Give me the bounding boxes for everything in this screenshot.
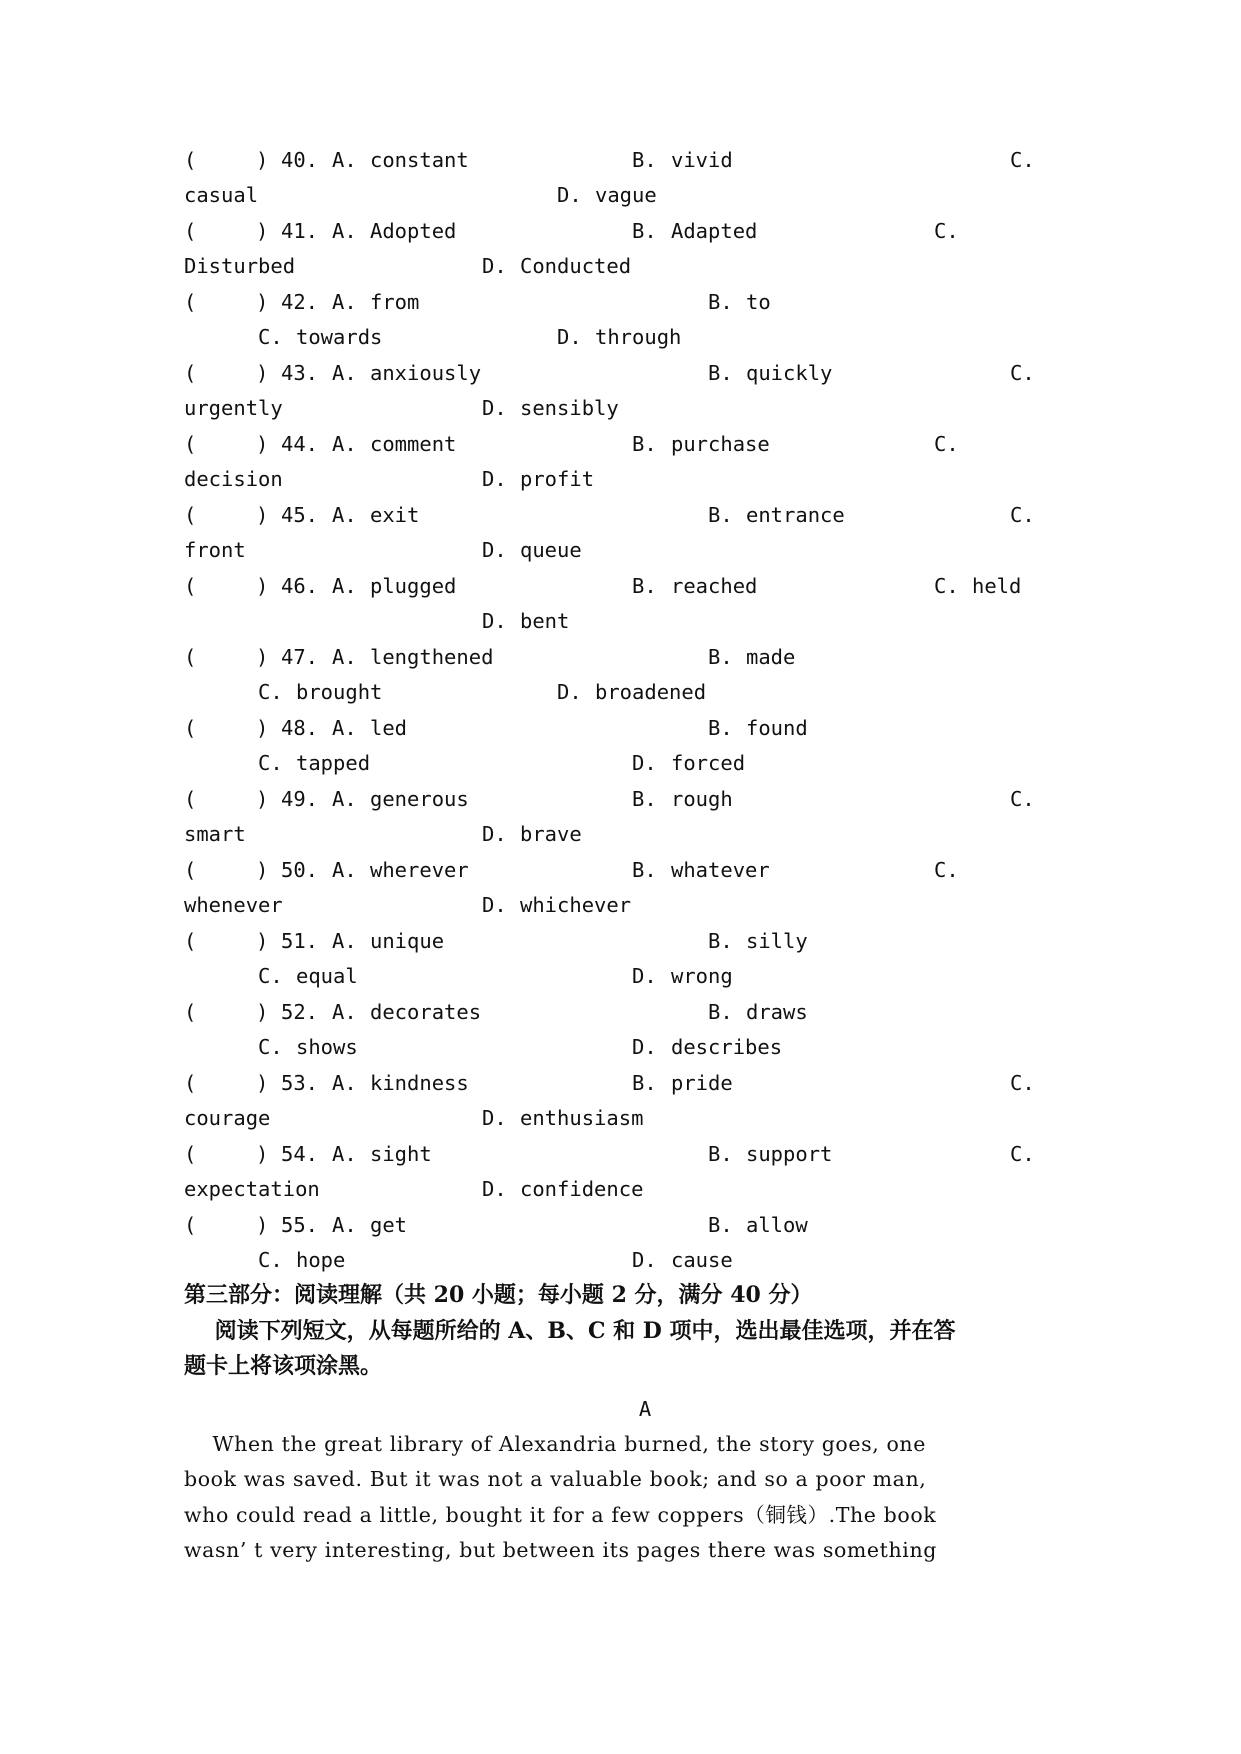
answer-blank-close: ) bbox=[256, 1000, 269, 1024]
option-d-text: confidence bbox=[520, 1177, 644, 1201]
option-d-text: Conducted bbox=[520, 254, 632, 278]
option-a-letter: A. bbox=[332, 219, 357, 243]
answer-blank-close: ) bbox=[256, 1071, 269, 1095]
answer-blank-close: ) bbox=[256, 929, 269, 953]
option-d-letter: D. bbox=[482, 538, 507, 562]
option-b-letter: B. bbox=[708, 645, 733, 669]
option-a-text: generous bbox=[370, 787, 469, 811]
answer-blank-close: ) bbox=[256, 219, 269, 243]
option-b-letter: B. bbox=[632, 787, 657, 811]
option-b-letter: B. bbox=[708, 929, 733, 953]
answer-blank-close: ) bbox=[256, 1142, 269, 1166]
option-d-letter: D. bbox=[482, 1177, 507, 1201]
option-b-text: to bbox=[746, 290, 771, 314]
answer-blank-close: ) bbox=[256, 716, 269, 740]
answer-blank-close: ) bbox=[256, 1213, 269, 1237]
option-d-text: whichever bbox=[520, 893, 632, 917]
option-b-letter: B. bbox=[632, 1071, 657, 1095]
passage-line-3: who could read a little, bought it for a few coppers（铜钱）.The book bbox=[184, 1503, 937, 1527]
option-c-text: shows bbox=[296, 1035, 358, 1059]
option-b-text: Adapted bbox=[671, 219, 758, 243]
option-b-letter: B. bbox=[708, 1000, 733, 1024]
answer-blank-close: ) bbox=[256, 432, 269, 456]
answer-blank-open: ( bbox=[184, 503, 197, 527]
option-d-letter: D. bbox=[482, 893, 507, 917]
option-d-letter: D. bbox=[632, 964, 657, 988]
option-d-letter: D. bbox=[632, 1248, 657, 1272]
option-d-text: bent bbox=[520, 609, 570, 633]
option-d-text: brave bbox=[520, 822, 582, 846]
option-c-text: casual bbox=[184, 183, 259, 207]
option-a-letter: A. bbox=[332, 432, 357, 456]
option-b-letter: B. bbox=[708, 290, 733, 314]
passage-line-4: wasn’ t very interesting, but between its pages there was something bbox=[184, 1538, 937, 1562]
option-c-letter: C. bbox=[258, 1248, 283, 1272]
option-a-text: sight bbox=[370, 1142, 432, 1166]
passage-line-1: When the great library of Alexandria burned, the story goes, one bbox=[184, 1432, 926, 1456]
option-c-text: decision bbox=[184, 467, 283, 491]
option-a-text: constant bbox=[370, 148, 469, 172]
answer-blank-open: ( bbox=[184, 219, 197, 243]
answer-blank-open: ( bbox=[184, 432, 197, 456]
question-number: 41. bbox=[281, 219, 319, 243]
question-number: 43. bbox=[281, 361, 319, 385]
option-d-letter: D. bbox=[482, 254, 507, 278]
answer-blank-open: ( bbox=[184, 361, 197, 385]
option-c-letter: C. bbox=[1010, 1071, 1035, 1095]
option-d-text: cause bbox=[671, 1248, 733, 1272]
option-d-letter: D. bbox=[557, 183, 582, 207]
option-a-letter: A. bbox=[332, 787, 357, 811]
option-c-text: brought bbox=[296, 680, 383, 704]
option-a-letter: A. bbox=[332, 929, 357, 953]
option-a-text: decorates bbox=[370, 1000, 482, 1024]
option-a-text: get bbox=[370, 1213, 408, 1237]
option-c-text: held bbox=[972, 574, 1022, 598]
option-d-text: forced bbox=[671, 751, 746, 775]
option-c-letter: C. bbox=[1010, 787, 1035, 811]
option-a-letter: A. bbox=[332, 1213, 357, 1237]
option-b-letter: B. bbox=[708, 716, 733, 740]
option-a-text: kindness bbox=[370, 1071, 469, 1095]
option-d-letter: D. bbox=[632, 1035, 657, 1059]
option-c-text: whenever bbox=[184, 893, 283, 917]
option-b-letter: B. bbox=[632, 858, 657, 882]
option-b-text: pride bbox=[671, 1071, 733, 1095]
option-d-text: describes bbox=[671, 1035, 783, 1059]
question-number: 52. bbox=[281, 1000, 319, 1024]
option-b-text: purchase bbox=[671, 432, 770, 456]
option-c-text: courage bbox=[184, 1106, 271, 1130]
option-d-text: wrong bbox=[671, 964, 733, 988]
question-number: 55. bbox=[281, 1213, 319, 1237]
question-number: 47. bbox=[281, 645, 319, 669]
option-c-text: expectation bbox=[184, 1177, 320, 1201]
section-instruction-line-1: 阅读下列短文，从每题所给的 A、B、C 和 D 项中，选出最佳选项，并在答 bbox=[184, 1318, 956, 1344]
option-a-letter: A. bbox=[332, 361, 357, 385]
option-b-text: vivid bbox=[671, 148, 733, 172]
answer-blank-close: ) bbox=[256, 503, 269, 527]
passage-label: A bbox=[638, 1397, 652, 1421]
answer-blank-close: ) bbox=[256, 858, 269, 882]
option-c-text: Disturbed bbox=[184, 254, 296, 278]
option-d-letter: D. bbox=[482, 609, 507, 633]
option-c-letter: C. bbox=[934, 858, 959, 882]
option-a-text: lengthened bbox=[370, 645, 494, 669]
option-a-letter: A. bbox=[332, 1071, 357, 1095]
option-c-letter: C. bbox=[1010, 1142, 1035, 1166]
answer-blank-open: ( bbox=[184, 1142, 197, 1166]
option-d-letter: D. bbox=[482, 396, 507, 420]
option-d-letter: D. bbox=[632, 751, 657, 775]
option-c-text: urgently bbox=[184, 396, 283, 420]
option-a-text: Adopted bbox=[370, 219, 457, 243]
option-b-letter: B. bbox=[632, 148, 657, 172]
option-b-letter: B. bbox=[632, 432, 657, 456]
answer-blank-close: ) bbox=[256, 574, 269, 598]
option-c-letter: C. bbox=[1010, 148, 1035, 172]
option-a-text: unique bbox=[370, 929, 445, 953]
option-b-text: reached bbox=[671, 574, 758, 598]
option-b-text: quickly bbox=[746, 361, 833, 385]
option-b-letter: B. bbox=[632, 574, 657, 598]
option-a-letter: A. bbox=[332, 574, 357, 598]
option-b-text: draws bbox=[746, 1000, 808, 1024]
option-b-letter: B. bbox=[632, 219, 657, 243]
option-c-letter: C. bbox=[258, 1035, 283, 1059]
option-b-text: support bbox=[746, 1142, 833, 1166]
option-c-letter: C. bbox=[258, 680, 283, 704]
option-c-text: smart bbox=[184, 822, 246, 846]
option-b-text: entrance bbox=[746, 503, 845, 527]
question-number: 48. bbox=[281, 716, 319, 740]
option-b-text: made bbox=[746, 645, 796, 669]
option-d-letter: D. bbox=[557, 680, 582, 704]
option-a-letter: A. bbox=[332, 1000, 357, 1024]
option-c-text: front bbox=[184, 538, 246, 562]
answer-blank-open: ( bbox=[184, 716, 197, 740]
answer-blank-open: ( bbox=[184, 1071, 197, 1095]
option-c-letter: C. bbox=[1010, 361, 1035, 385]
option-b-text: rough bbox=[671, 787, 733, 811]
option-a-text: led bbox=[370, 716, 408, 740]
option-c-text: equal bbox=[296, 964, 358, 988]
option-c-text: hope bbox=[296, 1248, 346, 1272]
answer-blank-open: ( bbox=[184, 574, 197, 598]
option-a-letter: A. bbox=[332, 645, 357, 669]
option-c-text: towards bbox=[296, 325, 383, 349]
option-a-text: wherever bbox=[370, 858, 469, 882]
option-b-letter: B. bbox=[708, 1142, 733, 1166]
option-a-text: from bbox=[370, 290, 420, 314]
option-c-letter: C. bbox=[1010, 503, 1035, 527]
question-number: 54. bbox=[281, 1142, 319, 1166]
question-number: 44. bbox=[281, 432, 319, 456]
option-a-text: exit bbox=[370, 503, 420, 527]
option-c-letter: C. bbox=[258, 751, 283, 775]
option-a-letter: A. bbox=[332, 1142, 357, 1166]
passage-line-2: book was saved. But it was not a valuable book; and so a poor man, bbox=[184, 1467, 927, 1491]
answer-blank-open: ( bbox=[184, 1213, 197, 1237]
option-d-text: vague bbox=[595, 183, 657, 207]
answer-blank-open: ( bbox=[184, 148, 197, 172]
option-c-letter: C. bbox=[258, 325, 283, 349]
answer-blank-open: ( bbox=[184, 645, 197, 669]
section-title: 第三部分：阅读理解（共 20 小题；每小题 2 分，满分 40 分） bbox=[184, 1282, 813, 1308]
option-b-letter: B. bbox=[708, 503, 733, 527]
option-d-letter: D. bbox=[557, 325, 582, 349]
answer-blank-open: ( bbox=[184, 290, 197, 314]
answer-blank-close: ) bbox=[256, 290, 269, 314]
option-b-text: allow bbox=[746, 1213, 808, 1237]
option-a-letter: A. bbox=[332, 290, 357, 314]
option-c-letter: C. bbox=[258, 964, 283, 988]
question-number: 42. bbox=[281, 290, 319, 314]
option-d-letter: D. bbox=[482, 822, 507, 846]
option-a-text: anxiously bbox=[370, 361, 482, 385]
answer-blank-open: ( bbox=[184, 929, 197, 953]
answer-blank-open: ( bbox=[184, 858, 197, 882]
option-c-text: tapped bbox=[296, 751, 371, 775]
answer-blank-close: ) bbox=[256, 787, 269, 811]
section-instruction-line-2: 题卡上将该项涂黑。 bbox=[184, 1353, 383, 1379]
option-a-letter: A. bbox=[332, 503, 357, 527]
option-b-letter: B. bbox=[708, 361, 733, 385]
option-b-text: silly bbox=[746, 929, 808, 953]
question-number: 45. bbox=[281, 503, 319, 527]
option-c-letter: C. bbox=[934, 574, 959, 598]
option-d-text: broadened bbox=[595, 680, 707, 704]
question-number: 50. bbox=[281, 858, 319, 882]
option-d-letter: D. bbox=[482, 467, 507, 491]
question-number: 51. bbox=[281, 929, 319, 953]
option-a-text: comment bbox=[370, 432, 457, 456]
option-c-letter: C. bbox=[934, 432, 959, 456]
option-a-letter: A. bbox=[332, 716, 357, 740]
answer-blank-open: ( bbox=[184, 787, 197, 811]
question-number: 40. bbox=[281, 148, 319, 172]
option-d-letter: D. bbox=[482, 1106, 507, 1130]
option-d-text: enthusiasm bbox=[520, 1106, 644, 1130]
question-number: 49. bbox=[281, 787, 319, 811]
option-d-text: queue bbox=[520, 538, 582, 562]
option-d-text: profit bbox=[520, 467, 595, 491]
answer-blank-close: ) bbox=[256, 148, 269, 172]
option-d-text: through bbox=[595, 325, 682, 349]
question-number: 53. bbox=[281, 1071, 319, 1095]
option-c-letter: C. bbox=[934, 219, 959, 243]
question-number: 46. bbox=[281, 574, 319, 598]
answer-blank-open: ( bbox=[184, 1000, 197, 1024]
option-d-text: sensibly bbox=[520, 396, 619, 420]
option-a-letter: A. bbox=[332, 148, 357, 172]
option-a-text: plugged bbox=[370, 574, 457, 598]
option-b-text: whatever bbox=[671, 858, 770, 882]
option-b-letter: B. bbox=[708, 1213, 733, 1237]
option-a-letter: A. bbox=[332, 858, 357, 882]
answer-blank-close: ) bbox=[256, 645, 269, 669]
option-b-text: found bbox=[746, 716, 808, 740]
answer-blank-close: ) bbox=[256, 361, 269, 385]
